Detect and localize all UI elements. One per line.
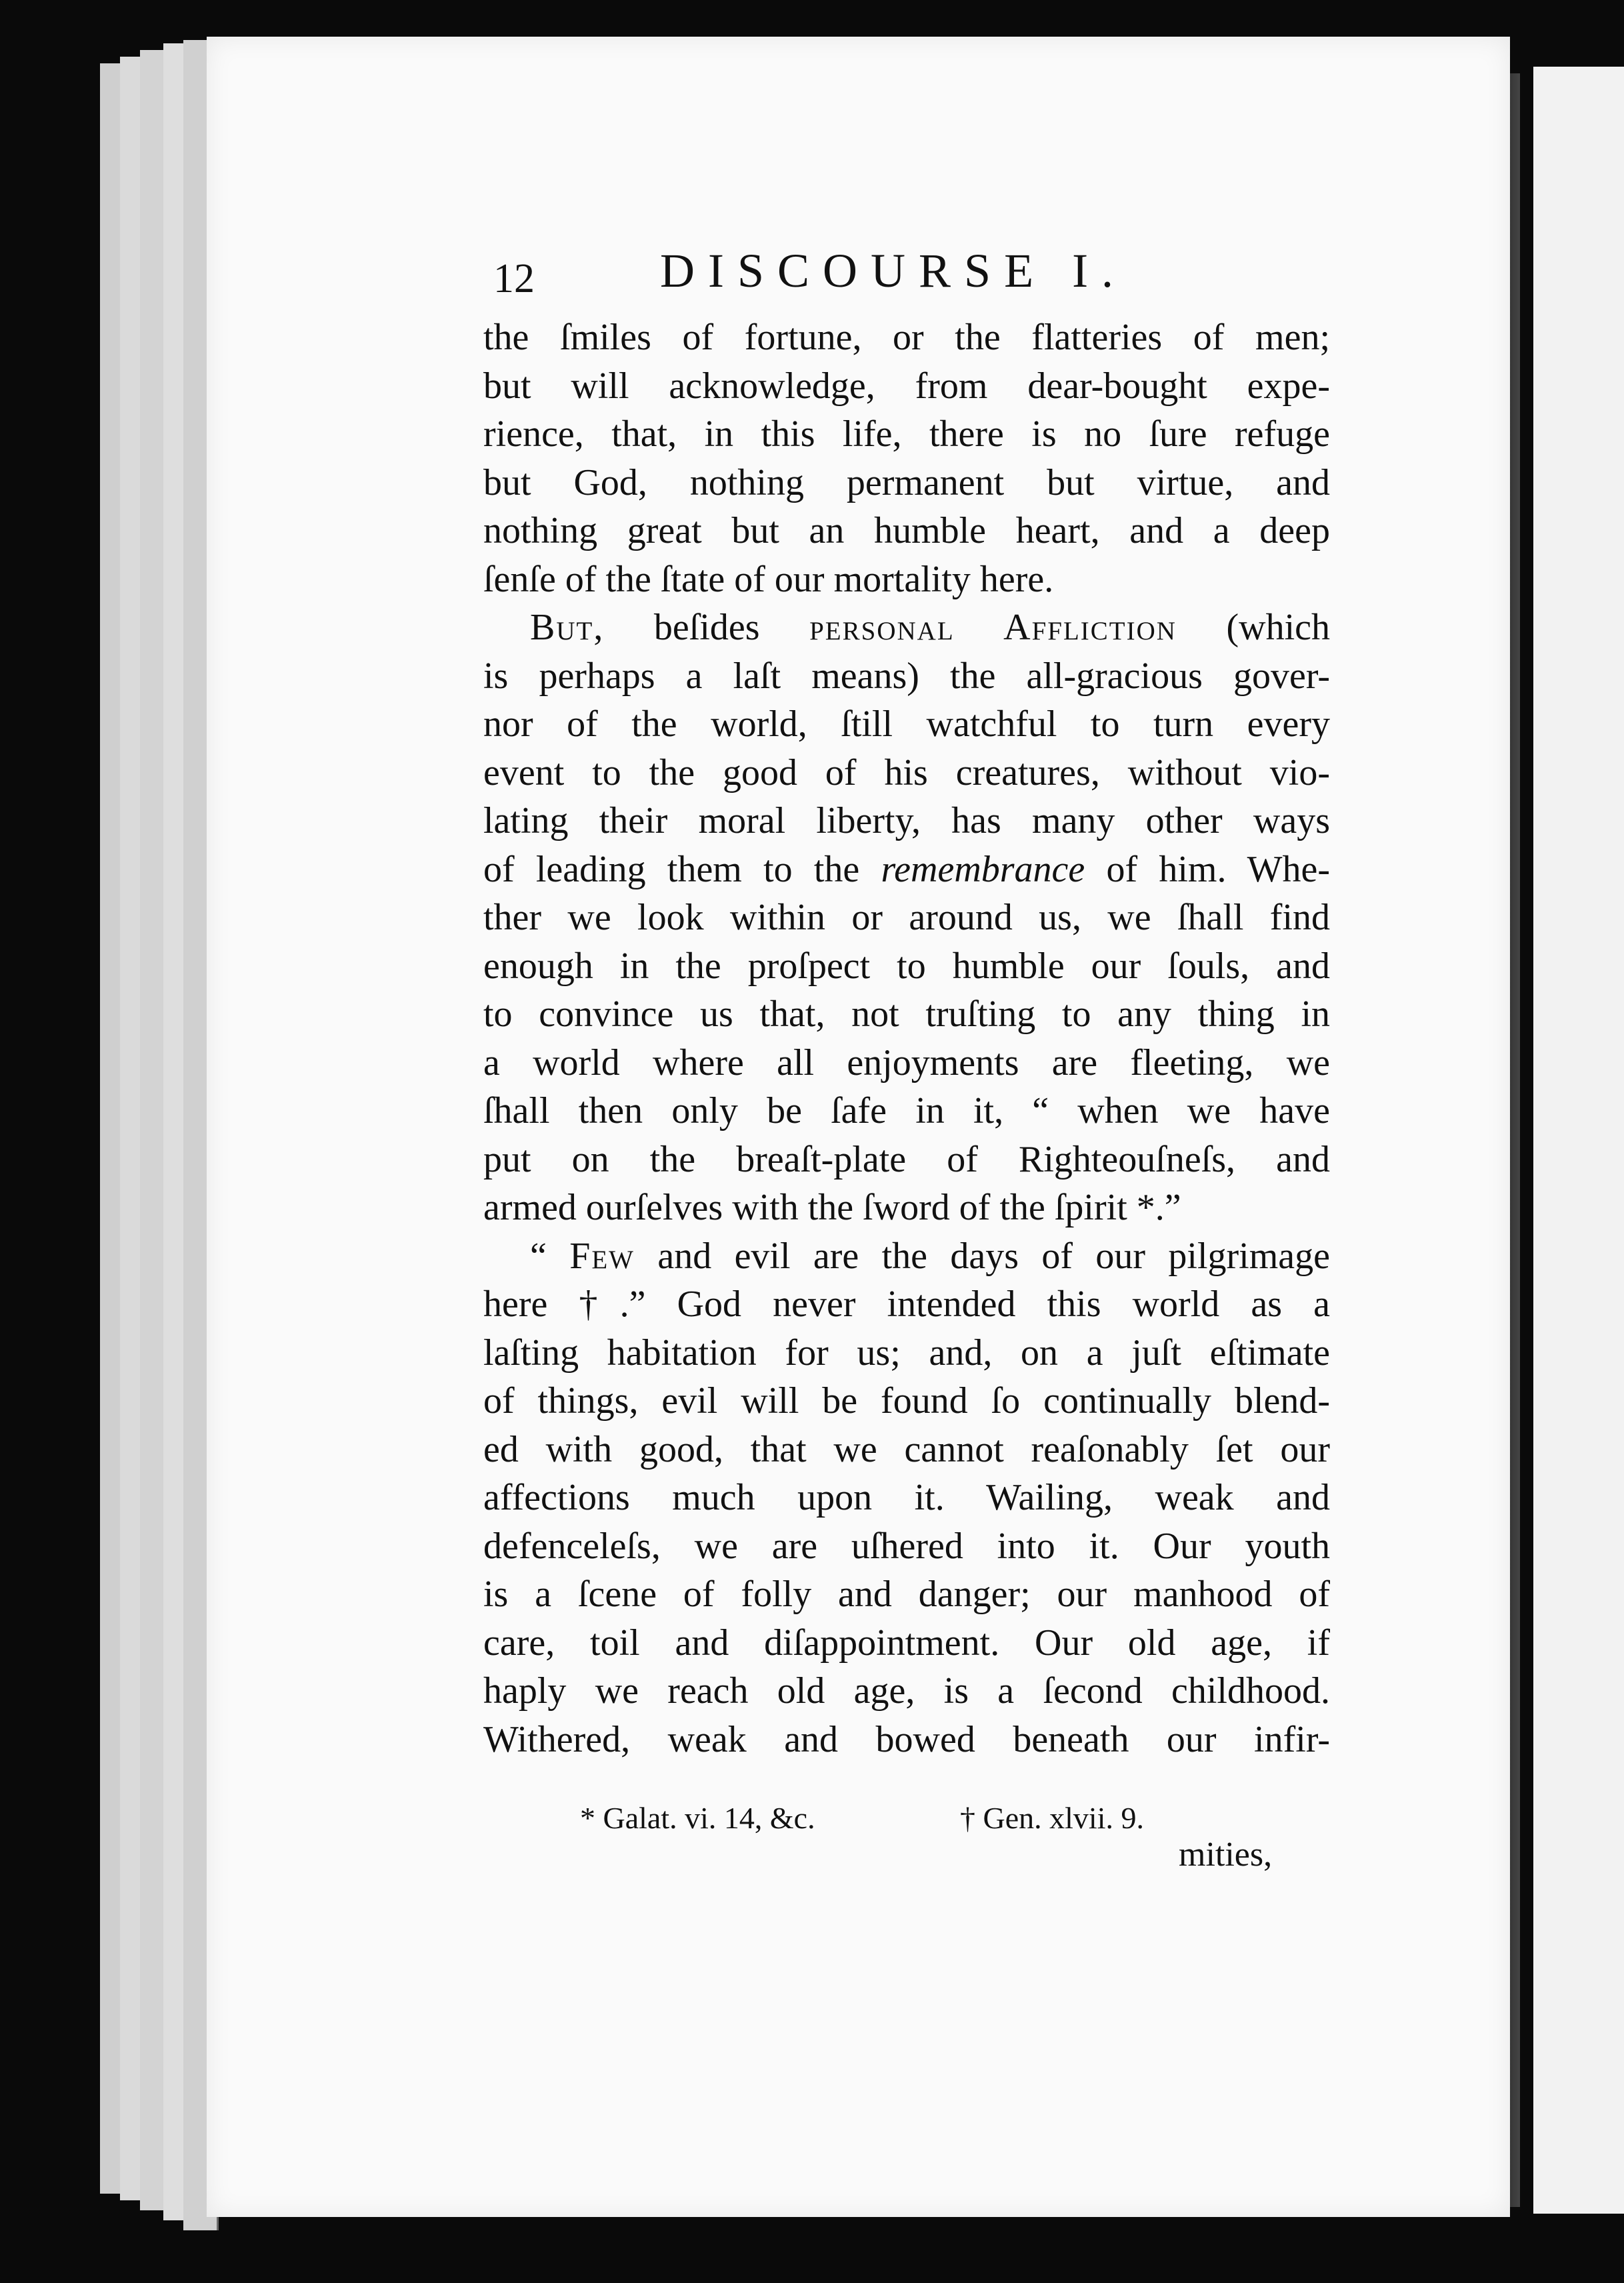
text-line: care, toil and diſappointment. Our old age, if: [483, 1622, 1330, 1664]
text-line: lating their moral liberty, has many other ways: [483, 800, 1330, 841]
text-run: of him. Whe-: [1085, 848, 1330, 890]
text-run: (which: [1176, 607, 1330, 648]
text-line: haply we reach old age, is a ſecond childhood.: [483, 1670, 1330, 1712]
text-line: to convince us that, not truſting to any thing in: [483, 993, 1330, 1035]
body-text: [483, 313, 1330, 1764]
text-line: is a ſcene of folly and danger; our manhood of: [483, 1574, 1330, 1615]
text-line: enough in the proſpect to humble our ſouls, and: [483, 945, 1330, 987]
text-line: [483, 603, 1330, 652]
text-line: ſenſe of the ſtate of our mortality here.: [483, 558, 1054, 600]
text-line: but God, nothing permanent but virtue, and: [483, 461, 1330, 503]
text-line: nothing great but an humble heart, and a deep: [483, 510, 1330, 551]
catchword: mities,: [1179, 1836, 1273, 1874]
text-line: put on the breaſt-plate of Righteouſneſs, and: [483, 1138, 1330, 1180]
text-line: ther we look within or around us, we ſhall find: [483, 897, 1330, 938]
text-line: rience, that, in this life, there is no ſure refuge: [483, 413, 1330, 455]
text-line: ſhall then only be ſafe in it, “ when we have: [483, 1090, 1330, 1131]
small-caps-word: But,: [530, 607, 605, 648]
running-title: DISCOURSE I.: [660, 244, 1127, 297]
text-line: event to the good of his creatures, without vio-: [483, 751, 1330, 793]
text-line: the ſmiles of fortune, or the flatteries of men;: [483, 317, 1330, 358]
text-line: of things, evil will be found ſo continually blend-: [483, 1380, 1330, 1422]
small-caps-word: Few: [569, 1235, 635, 1277]
text-line: affections much upon it. Wailing, weak and: [483, 1477, 1330, 1518]
text-line: Withered, weak and bowed beneath our infir-: [483, 1718, 1330, 1760]
text-line: nor of the world, ſtill watchful to turn every: [483, 703, 1330, 745]
text-run: beſides: [604, 607, 810, 648]
text-line: is perhaps a laſt means) the all-gracious gover-: [483, 655, 1330, 697]
text-run: “: [530, 1235, 570, 1277]
text-line: defenceleſs, we are uſhered into it. Our youth: [483, 1525, 1330, 1567]
text-line: armed ourſelves with the ſword of the ſpirit *.”: [483, 1187, 1181, 1228]
footnote-galatians: * Galat. vi. 14, &c.: [580, 1801, 815, 1835]
text-run: of leading them to the: [483, 848, 881, 890]
opposite-page: [1533, 67, 1624, 2214]
text-line: ed with good, that we cannot reaſonably ſet our: [483, 1428, 1330, 1470]
footnote-genesis: † Gen. xlvii. 9.: [960, 1801, 1144, 1835]
text-line: [483, 845, 1330, 894]
text-line: a world where all enjoyments are fleeting, we: [483, 1041, 1330, 1083]
italic-word: remembrance: [881, 848, 1085, 890]
small-caps-phrase: personal Affliction: [809, 607, 1177, 648]
text-line: laſting habitation for us; and, on a juſt eſtimate: [483, 1332, 1330, 1374]
text-line: [483, 1232, 1330, 1281]
page-number: 12: [493, 256, 535, 301]
text-line: here †.” God never intended this world as a: [483, 1284, 1330, 1325]
text-run: and evil are the days of our pilgrimage: [635, 1235, 1331, 1277]
text-line: but will acknowledge, from dear-bought expe-: [483, 365, 1330, 407]
